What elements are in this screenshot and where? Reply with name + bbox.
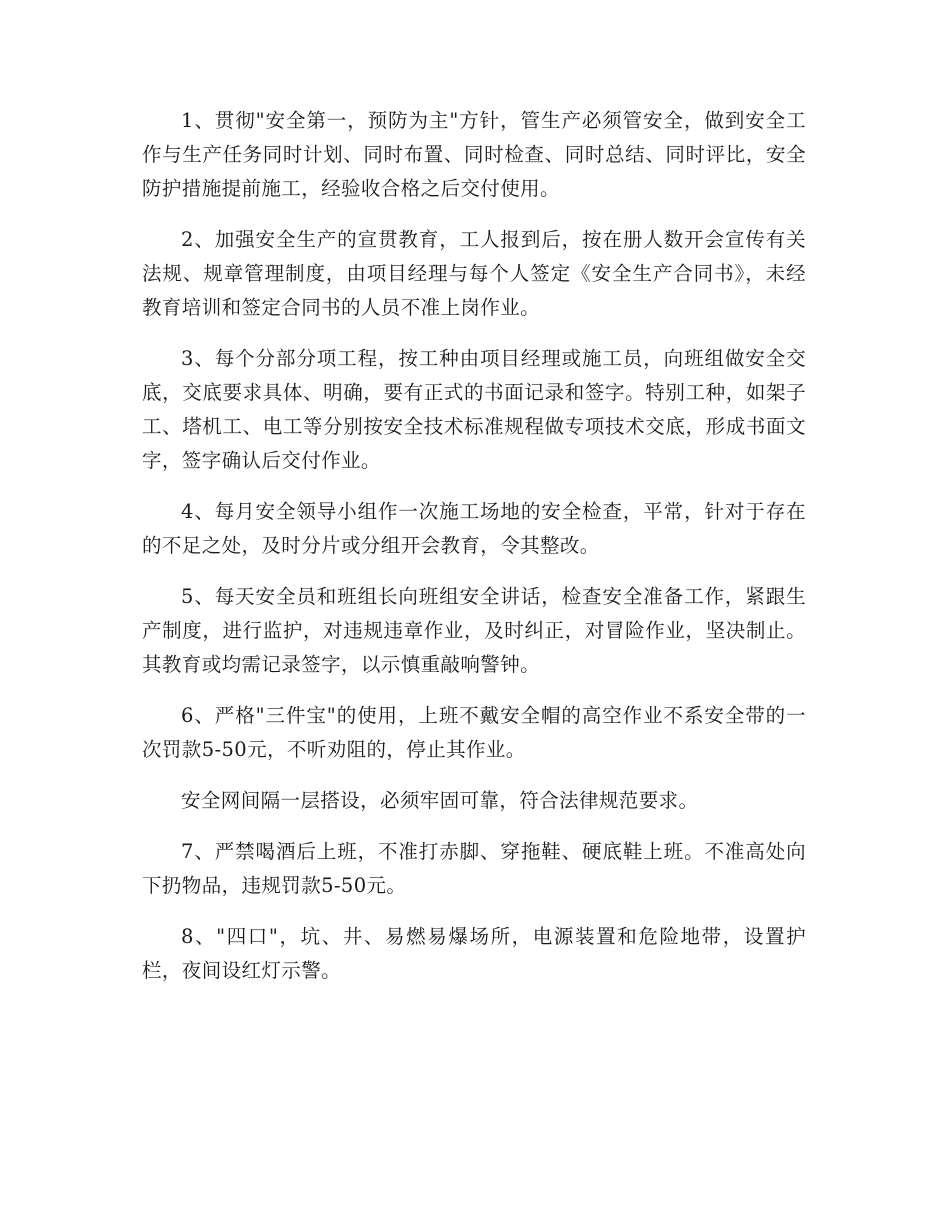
paragraph-safety-net: 安全网间隔一层搭设，必须牢固可靠，符合法律规范要求。 xyxy=(181,789,699,812)
paragraph-6: 6、严格"三件宝"的使用，上班不戴安全帽的高空作业不系安全带的一次罚款5-50元，不听劝阻的，停止其作业。 xyxy=(142,704,806,761)
paragraph-8: 8、"四口"，坑、井、易燃易爆场所，电源装置和危险地带，设置护栏，夜间设红灯示警。 xyxy=(142,925,806,982)
paragraph-2: 2、加强安全生产的宣贯教育，工人报到后，按在册人数开会宣传有关法规、规章管理制度，由项目经理与每个人签定《安全生产合同书》，未经教育培训和签定合同书的人员不准上岗作业。 xyxy=(142,228,806,319)
paragraph-1: 1、贯彻"安全第一，预防为主"方针，管生产必须管安全，做到安全工作与生产任务同时计划、同时布置、同时检查、同时总结、同时评比，安全防护措施提前施工，经验收合格之后交付使用。 xyxy=(142,109,806,200)
paragraph-4: 4、每月安全领导小组作一次施工场地的安全检查，平常，针对于存在的不足之处，及时分片或分组开会教育，令其整改。 xyxy=(142,500,806,557)
paragraph-5: 5、每天安全员和班组长向班组安全讲话，检查安全准备工作，紧跟生产制度，进行监护，对违规违章作业，及时纠正，对冒险作业，坚决制止。其教育或均需记录签字，以示慎重敲响警钟。 xyxy=(142,585,806,676)
document-body xyxy=(142,104,806,1005)
paragraph-3: 3、每个分部分项工程，按工种由项目经理或施工员，向班组做安全交底，交底要求具体、明确，要有正式的书面记录和签字。特别工种，如架子工、塔机工、电工等分别按安全技术标准规程做专项技术交底，形成书面文字，签字确认后交付作业。 xyxy=(142,347,806,472)
paragraph-7: 7、严禁喝酒后上班，不准打赤脚、穿拖鞋、硬底鞋上班。不准高处向下扔物品，违规罚款5-50元。 xyxy=(142,840,806,897)
